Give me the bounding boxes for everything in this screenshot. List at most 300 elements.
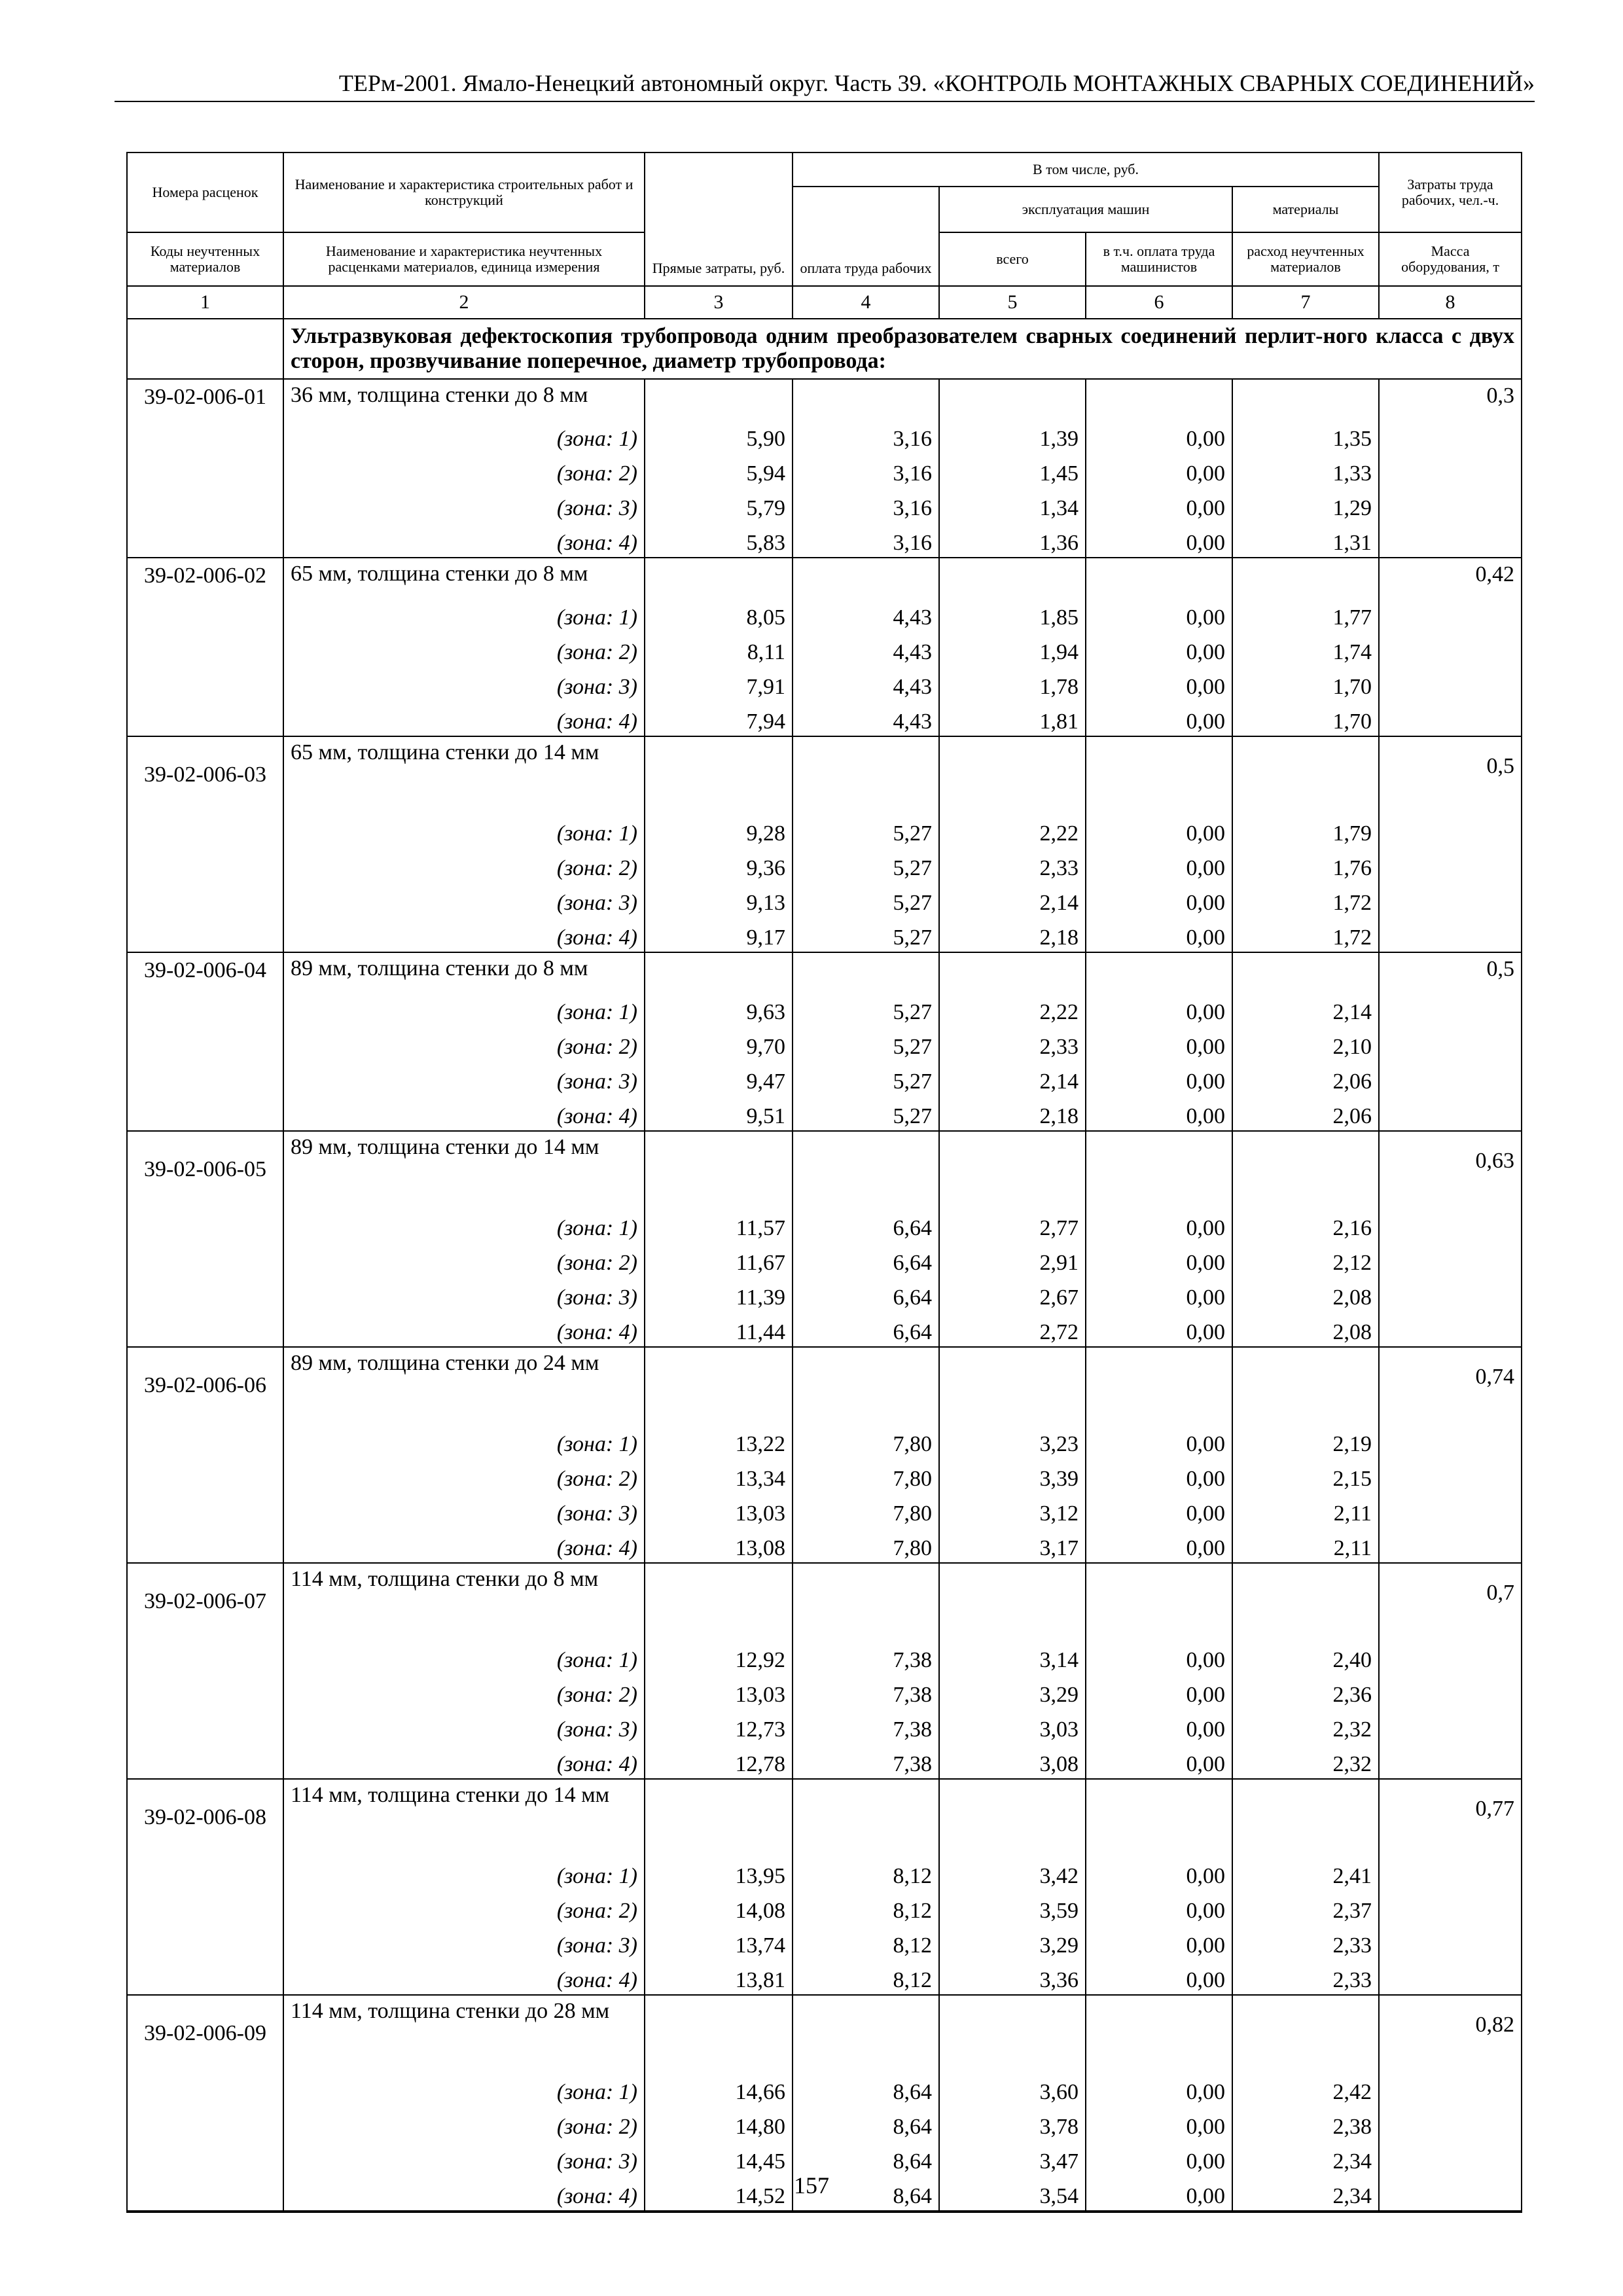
machine-operation: 3,23: [939, 1424, 1086, 1458]
col-material-names: Наименование и характеристика неучтенных расценками материалов, единица измерения: [283, 232, 645, 286]
zone-row: [127, 2106, 1522, 2141]
direct-costs: 9,70: [645, 1026, 793, 1061]
materials: 2,37: [1232, 1890, 1379, 1925]
direct-costs: 13,08: [645, 1528, 793, 1563]
col-direct-costs: Прямые затраты, руб.: [645, 152, 793, 286]
direct-costs: 7,94: [645, 701, 793, 736]
zone-label: (зона: 1): [283, 1856, 645, 1890]
labor-costs: 0,5: [1379, 952, 1522, 992]
operator-pay: 0,00: [1086, 1026, 1232, 1061]
rate-name: 114 мм, толщина стенки до 28 мм: [283, 1995, 645, 2072]
operator-pay: 0,00: [1086, 1890, 1232, 1925]
labor-costs: 0,42: [1379, 558, 1522, 597]
column-number: 8: [1379, 286, 1522, 319]
materials: 1,77: [1232, 597, 1379, 632]
zone-row: [127, 1856, 1522, 1890]
zone-label: (зона: 3): [283, 1925, 645, 1960]
zone-label: (зона: 4): [283, 917, 645, 952]
worker-pay: 8,64: [793, 2072, 939, 2106]
zone-row: [127, 1528, 1522, 1563]
materials: 1,31: [1232, 522, 1379, 558]
rate-code: 39-02-006-06: [127, 1347, 283, 1424]
zone-label: (зона: 4): [283, 701, 645, 736]
worker-pay: 5,27: [793, 917, 939, 952]
direct-costs: 9,28: [645, 813, 793, 848]
operator-pay: 0,00: [1086, 848, 1232, 882]
zone-label: (зона: 1): [283, 418, 645, 453]
direct-costs: 13,03: [645, 1493, 793, 1528]
zone-label: (зона: 4): [283, 1960, 645, 1995]
worker-pay: 5,27: [793, 992, 939, 1026]
operator-pay: 0,00: [1086, 701, 1232, 736]
machine-operation: 1,81: [939, 701, 1086, 736]
materials: 1,72: [1232, 917, 1379, 952]
rate-name: 65 мм, толщина стенки до 14 мм: [283, 736, 645, 813]
zone-label: (зона: 3): [283, 1493, 645, 1528]
zone-row: [127, 1709, 1522, 1744]
machine-operation: 3,29: [939, 1674, 1086, 1709]
worker-pay: 8,12: [793, 1960, 939, 1995]
operator-pay: 0,00: [1086, 1674, 1232, 1709]
operator-pay: 0,00: [1086, 1424, 1232, 1458]
zone-row: [127, 917, 1522, 952]
section-row: [127, 319, 1522, 379]
operator-pay: 0,00: [1086, 1242, 1232, 1277]
materials: 2,16: [1232, 1208, 1379, 1242]
worker-pay: 6,64: [793, 1312, 939, 1347]
materials: 2,11: [1232, 1493, 1379, 1528]
operator-pay: 0,00: [1086, 1458, 1232, 1493]
zone-label: (зона: 2): [283, 1242, 645, 1277]
zone-label: (зона: 1): [283, 597, 645, 632]
direct-costs: 14,45: [645, 2141, 793, 2176]
col-material-codes: Коды неучтенных материалов: [127, 232, 283, 286]
zone-label: (зона: 1): [283, 1208, 645, 1242]
rate-group: [127, 952, 1522, 1131]
materials: 2,32: [1232, 1709, 1379, 1744]
materials: 1,70: [1232, 701, 1379, 736]
machine-operation: 3,60: [939, 2072, 1086, 2106]
worker-pay: 7,38: [793, 1744, 939, 1779]
worker-pay: 5,27: [793, 813, 939, 848]
machine-operation: 3,08: [939, 1744, 1086, 1779]
operator-pay: 0,00: [1086, 597, 1232, 632]
materials: 2,34: [1232, 2141, 1379, 2176]
machine-operation: 1,78: [939, 666, 1086, 701]
materials: 2,06: [1232, 1096, 1379, 1131]
zone-row: [127, 1096, 1522, 1131]
operator-pay: 0,00: [1086, 992, 1232, 1026]
zone-label: (зона: 3): [283, 1709, 645, 1744]
zone-row: [127, 522, 1522, 558]
zone-row: [127, 1925, 1522, 1960]
direct-costs: 9,36: [645, 848, 793, 882]
machine-operation: 1,85: [939, 597, 1086, 632]
operator-pay: 0,00: [1086, 1277, 1232, 1312]
worker-pay: 7,38: [793, 1709, 939, 1744]
zone-row: [127, 2072, 1522, 2106]
machine-operation: 2,33: [939, 1026, 1086, 1061]
operator-pay: 0,00: [1086, 1312, 1232, 1347]
zone-row: [127, 488, 1522, 522]
operator-pay: 0,00: [1086, 882, 1232, 917]
materials: 1,76: [1232, 848, 1379, 882]
column-numbers-row: [127, 286, 1522, 319]
machine-operation: 3,36: [939, 1960, 1086, 1995]
zone-label: (зона: 1): [283, 2072, 645, 2106]
column-number: 4: [793, 286, 939, 319]
direct-costs: 12,73: [645, 1709, 793, 1744]
worker-pay: 7,80: [793, 1458, 939, 1493]
labor-costs: 0,63: [1379, 1131, 1522, 1208]
operator-pay: 0,00: [1086, 666, 1232, 701]
direct-costs: 12,78: [645, 1744, 793, 1779]
operator-pay: 0,00: [1086, 2176, 1232, 2212]
machine-operation: 2,91: [939, 1242, 1086, 1277]
rate-name: 114 мм, толщина стенки до 14 мм: [283, 1779, 645, 1856]
direct-costs: 7,91: [645, 666, 793, 701]
rate-name: 89 мм, толщина стенки до 24 мм: [283, 1347, 645, 1424]
zone-row: [127, 813, 1522, 848]
direct-costs: 9,17: [645, 917, 793, 952]
machine-operation: 3,59: [939, 1890, 1086, 1925]
rate-code: 39-02-006-03: [127, 736, 283, 813]
materials: 2,33: [1232, 1960, 1379, 1995]
materials: 2,19: [1232, 1424, 1379, 1458]
materials: 2,41: [1232, 1856, 1379, 1890]
operator-pay: 0,00: [1086, 1061, 1232, 1096]
materials: 2,06: [1232, 1061, 1379, 1096]
zone-label: (зона: 4): [283, 522, 645, 558]
direct-costs: 9,63: [645, 992, 793, 1026]
zone-row: [127, 2141, 1522, 2176]
col-materials-consumption: расход неучтенных материалов: [1232, 232, 1379, 286]
machine-operation: 1,34: [939, 488, 1086, 522]
materials: 2,42: [1232, 2072, 1379, 2106]
machine-operation: 3,29: [939, 1925, 1086, 1960]
zone-label: (зона: 1): [283, 992, 645, 1026]
direct-costs: 9,51: [645, 1096, 793, 1131]
materials: 2,33: [1232, 1925, 1379, 1960]
operator-pay: 0,00: [1086, 1528, 1232, 1563]
zone-row: [127, 1242, 1522, 1277]
labor-costs: 0,3: [1379, 379, 1522, 418]
zone-row: [127, 1061, 1522, 1096]
rate-row: [127, 1563, 1522, 1640]
machine-operation: 2,33: [939, 848, 1086, 882]
materials: 2,14: [1232, 992, 1379, 1026]
rate-row: [127, 379, 1522, 418]
labor-costs: 0,82: [1379, 1995, 1522, 2072]
operator-pay: 0,00: [1086, 2106, 1232, 2141]
zone-label: (зона: 4): [283, 1744, 645, 1779]
worker-pay: 5,27: [793, 848, 939, 882]
operator-pay: 0,00: [1086, 917, 1232, 952]
worker-pay: 8,64: [793, 2141, 939, 2176]
worker-pay: 5,27: [793, 1026, 939, 1061]
operator-pay: 0,00: [1086, 418, 1232, 453]
materials: 1,72: [1232, 882, 1379, 917]
direct-costs: 14,08: [645, 1890, 793, 1925]
col-machine-operation: эксплуатация машин: [939, 187, 1232, 232]
rate-name: 65 мм, толщина стенки до 8 мм: [283, 558, 645, 597]
col-worker-pay: оплата труда рабочих: [793, 187, 939, 286]
worker-pay: 4,43: [793, 632, 939, 666]
worker-pay: 6,64: [793, 1242, 939, 1277]
zone-row: [127, 1744, 1522, 1779]
zone-label: (зона: 1): [283, 1640, 645, 1674]
materials: 2,40: [1232, 1640, 1379, 1674]
operator-pay: 0,00: [1086, 1640, 1232, 1674]
operator-pay: 0,00: [1086, 1925, 1232, 1960]
zone-label: (зона: 4): [283, 1312, 645, 1347]
worker-pay: 8,12: [793, 1925, 939, 1960]
machine-operation: 2,67: [939, 1277, 1086, 1312]
rate-row: [127, 1995, 1522, 2072]
machine-operation: 2,72: [939, 1312, 1086, 1347]
column-number: 7: [1232, 286, 1379, 319]
materials: 1,29: [1232, 488, 1379, 522]
direct-costs: 5,79: [645, 488, 793, 522]
direct-costs: 11,39: [645, 1277, 793, 1312]
direct-costs: 5,83: [645, 522, 793, 558]
labor-costs: 0,74: [1379, 1347, 1522, 1424]
zone-row: [127, 453, 1522, 488]
operator-pay: 0,00: [1086, 2072, 1232, 2106]
zone-label: (зона: 3): [283, 2141, 645, 2176]
zone-row: [127, 1424, 1522, 1458]
column-number: 1: [127, 286, 283, 319]
direct-costs: 14,52: [645, 2176, 793, 2212]
rate-group: [127, 558, 1522, 736]
rate-group: [127, 1131, 1522, 1347]
machine-operation: 3,14: [939, 1640, 1086, 1674]
worker-pay: 7,38: [793, 1674, 939, 1709]
rate-group: [127, 379, 1522, 558]
operator-pay: 0,00: [1086, 813, 1232, 848]
page-number: 157: [794, 2172, 829, 2198]
rate-code: 39-02-006-08: [127, 1779, 283, 1856]
rate-group: [127, 1347, 1522, 1563]
zone-label: (зона: 3): [283, 488, 645, 522]
zone-label: (зона: 3): [283, 1277, 645, 1312]
zone-row: [127, 1890, 1522, 1925]
column-number: 5: [939, 286, 1086, 319]
col-equipment-mass: Масса оборудования, т: [1379, 232, 1522, 286]
materials: 2,08: [1232, 1277, 1379, 1312]
zone-label: (зона: 4): [283, 1096, 645, 1131]
zone-row: [127, 1493, 1522, 1528]
materials: 2,10: [1232, 1026, 1379, 1061]
rate-row: [127, 1347, 1522, 1424]
worker-pay: 3,16: [793, 488, 939, 522]
zone-label: (зона: 2): [283, 453, 645, 488]
machine-operation: 1,94: [939, 632, 1086, 666]
worker-pay: 7,38: [793, 1640, 939, 1674]
operator-pay: 0,00: [1086, 1493, 1232, 1528]
machine-operation: 3,39: [939, 1458, 1086, 1493]
machine-operation: 2,22: [939, 813, 1086, 848]
worker-pay: 7,80: [793, 1493, 939, 1528]
machine-operation: 2,22: [939, 992, 1086, 1026]
direct-costs: 9,13: [645, 882, 793, 917]
rate-group: [127, 736, 1522, 952]
rate-row: [127, 952, 1522, 992]
machine-operation: 2,18: [939, 917, 1086, 952]
worker-pay: 7,80: [793, 1424, 939, 1458]
direct-costs: 8,05: [645, 597, 793, 632]
machine-operation: 1,39: [939, 418, 1086, 453]
operator-pay: 0,00: [1086, 453, 1232, 488]
zone-label: (зона: 3): [283, 666, 645, 701]
worker-pay: 5,27: [793, 1061, 939, 1096]
rate-row: [127, 1131, 1522, 1208]
operator-pay: 0,00: [1086, 1709, 1232, 1744]
machine-operation: 3,17: [939, 1528, 1086, 1563]
zone-row: [127, 597, 1522, 632]
materials: 1,33: [1232, 453, 1379, 488]
operator-pay: 0,00: [1086, 1960, 1232, 1995]
machine-operation: 2,14: [939, 882, 1086, 917]
zone-label: (зона: 3): [283, 1061, 645, 1096]
worker-pay: 8,64: [793, 2106, 939, 2141]
worker-pay: 8,64: [793, 2176, 939, 2212]
zone-row: [127, 992, 1522, 1026]
rate-group: [127, 1779, 1522, 1995]
rate-code: 39-02-006-07: [127, 1563, 283, 1640]
materials: 2,15: [1232, 1458, 1379, 1493]
zone-row: [127, 701, 1522, 736]
zone-label: (зона: 2): [283, 1890, 645, 1925]
operator-pay: 0,00: [1086, 1744, 1232, 1779]
zone-row: [127, 1640, 1522, 1674]
worker-pay: 5,27: [793, 882, 939, 917]
materials: 2,36: [1232, 1674, 1379, 1709]
worker-pay: 7,80: [793, 1528, 939, 1563]
operator-pay: 0,00: [1086, 1208, 1232, 1242]
machine-operation: 1,36: [939, 522, 1086, 558]
rate-name: 89 мм, толщина стенки до 8 мм: [283, 952, 645, 992]
materials: 2,11: [1232, 1528, 1379, 1563]
column-number: 2: [283, 286, 645, 319]
zone-row: [127, 1960, 1522, 1995]
col-rate-numbers: Номера расценок: [127, 152, 283, 232]
section-title: Ультразвуковая дефектоскопия трубопровода одним преобразователем сварных соединений перлит-ного класса с двух сторон, прозвучивание поперечное, диаметр трубопровода:: [283, 319, 1522, 379]
zone-label: (зона: 1): [283, 1424, 645, 1458]
worker-pay: 4,43: [793, 597, 939, 632]
materials: 2,34: [1232, 2176, 1379, 2212]
operator-pay: 0,00: [1086, 488, 1232, 522]
direct-costs: 13,95: [645, 1856, 793, 1890]
direct-costs: 13,03: [645, 1674, 793, 1709]
rate-code: 39-02-006-01: [127, 379, 283, 418]
rate-code: 39-02-006-04: [127, 952, 283, 992]
direct-costs: 11,67: [645, 1242, 793, 1277]
direct-costs: 8,11: [645, 632, 793, 666]
rate-row: [127, 1779, 1522, 1856]
rate-row: [127, 736, 1522, 813]
col-machine-operator-pay: в т.ч. оплата труда машинистов: [1086, 232, 1232, 286]
zone-row: [127, 1674, 1522, 1709]
worker-pay: 6,64: [793, 1208, 939, 1242]
operator-pay: 0,00: [1086, 522, 1232, 558]
worker-pay: 8,12: [793, 1856, 939, 1890]
worker-pay: 3,16: [793, 453, 939, 488]
machine-operation: 3,54: [939, 2176, 1086, 2212]
direct-costs: 14,80: [645, 2106, 793, 2141]
direct-costs: 11,44: [645, 1312, 793, 1347]
worker-pay: 5,27: [793, 1096, 939, 1131]
direct-costs: 11,57: [645, 1208, 793, 1242]
machine-operation: 3,78: [939, 2106, 1086, 2141]
materials: 1,70: [1232, 666, 1379, 701]
worker-pay: 4,43: [793, 701, 939, 736]
worker-pay: 4,43: [793, 666, 939, 701]
zone-label: (зона: 4): [283, 2176, 645, 2212]
materials: 1,79: [1232, 813, 1379, 848]
rate-row: [127, 558, 1522, 597]
machine-operation: 2,18: [939, 1096, 1086, 1131]
labor-costs: 0,5: [1379, 736, 1522, 813]
col-materials: материалы: [1232, 187, 1379, 232]
zone-row: [127, 1312, 1522, 1347]
zone-label: (зона: 4): [283, 1528, 645, 1563]
zone-label: (зона: 3): [283, 882, 645, 917]
rates-table: [126, 152, 1522, 2213]
zone-label: (зона: 2): [283, 848, 645, 882]
zone-label: (зона: 2): [283, 1026, 645, 1061]
direct-costs: 12,92: [645, 1640, 793, 1674]
col-machine-total: всего: [939, 232, 1086, 286]
rate-name: 36 мм, толщина стенки до 8 мм: [283, 379, 645, 418]
running-header: ТЕРм-2001. Ямало-Ненецкий автономный округ. Часть 39. «КОНТРОЛЬ МОНТАЖНЫХ СВАРНЫХ СОЕДИНЕНИЙ»: [115, 67, 1535, 102]
worker-pay: 3,16: [793, 522, 939, 558]
direct-costs: 5,90: [645, 418, 793, 453]
materials: 1,74: [1232, 632, 1379, 666]
materials: 2,08: [1232, 1312, 1379, 1347]
machine-operation: 2,14: [939, 1061, 1086, 1096]
col-work-name: Наименование и характеристика строительных работ и конструкций: [283, 152, 645, 232]
direct-costs: 5,94: [645, 453, 793, 488]
worker-pay: 6,64: [793, 1277, 939, 1312]
rate-code: 39-02-006-09: [127, 1995, 283, 2072]
materials: 2,12: [1232, 1242, 1379, 1277]
zone-label: (зона: 2): [283, 1674, 645, 1709]
direct-costs: 14,66: [645, 2072, 793, 2106]
zone-row: [127, 1458, 1522, 1493]
worker-pay: 8,12: [793, 1890, 939, 1925]
zone-label: (зона: 2): [283, 2106, 645, 2141]
materials: 1,35: [1232, 418, 1379, 453]
col-including: В том числе, руб.: [793, 152, 1379, 187]
direct-costs: 13,34: [645, 1458, 793, 1493]
machine-operation: 3,03: [939, 1709, 1086, 1744]
rate-code: 39-02-006-02: [127, 558, 283, 597]
rate-code: 39-02-006-05: [127, 1131, 283, 1208]
zone-row: [127, 882, 1522, 917]
operator-pay: 0,00: [1086, 1096, 1232, 1131]
zone-row: [127, 1026, 1522, 1061]
machine-operation: 3,47: [939, 2141, 1086, 2176]
machine-operation: 3,42: [939, 1856, 1086, 1890]
machine-operation: 1,45: [939, 453, 1086, 488]
materials: 2,32: [1232, 1744, 1379, 1779]
labor-costs: 0,77: [1379, 1779, 1522, 1856]
machine-operation: 2,77: [939, 1208, 1086, 1242]
direct-costs: 13,22: [645, 1424, 793, 1458]
machine-operation: 3,12: [939, 1493, 1086, 1528]
rate-name: 114 мм, толщина стенки до 8 мм: [283, 1563, 645, 1640]
